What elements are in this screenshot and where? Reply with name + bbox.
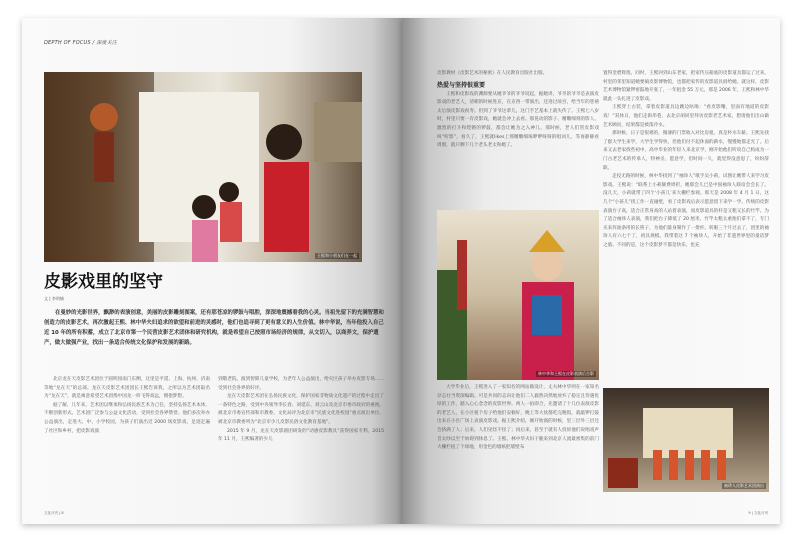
paragraph: 置得金碧辉煌。同时，王熙回到山东老家，把家传压箱底的皮影道具都运了过来。村里的邻里知道她要搞皮影博物馆，也都把家传的皮影道具捐给她。就这样，皮影艺术博物馆紧锣密鼓地开张了，一年租金 55 万元，那是 2006 年，王熙和林中华就此一头扎进了皮影戏。 (603, 71, 769, 102)
shadow-puppet-photo (44, 72, 362, 262)
paragraph: 那时候，日子是很难的，微薄的门票收入对比房租，真是杯水车薪。王熙先找了群大学生来学，大学生学得快，但他们付不起休面的薪水，慢慢地都走光了。后来又去老家找些初中、高中毕业的年轻人来北京学，刚开始他们听说自己构成为一门古老艺术的传承人，特神圣，愿意学，但时间一久，就觉得没意思了，纷纷辞职。 (603, 131, 769, 171)
paragraph: 走投无路的时候，林中华找到了“袖珍人”歌手吴小莉，试图让她带人来学习皮影戏。王熙说：“联系上小莉颇费周折，她那会儿已是中国袖珍人联谊会会长了。没几天，小莉就带了四个‘小孩儿’来大栅栏参观。那天是 2008 年 4 月 1 日，这几个“小孩儿”找工作一直碰壁，看了皮影戏后表示愿意留下来学一学。传统的皮影表演台子高，适合正常身高的人站着表演，而皮影道具的杆是又粗又长的竹竿。为了适合袖珍人表演，我们把台子降低了 20 厘米，竹竿太粗太重他们拿不了，专门买来炸油条用的长筷子，为他们量身制作了一批杆。转眼三个月过去了，团里的袖珍人有六七个了，初具规模。我带着这 7 个袖珍人，开始了非遗世界里的童话梦之旅。不同的是，这个皮影梦不都是快乐，也充 (603, 174, 769, 248)
paragraph: 皮影教材《皮影艺术的秘密》在人民教育出版社出版。 (437, 71, 548, 76)
troupe-photo (603, 388, 769, 492)
paragraph: 王熙穿上古装，拿着皮影道具边跳边吆喝：“看皮影嘞，里面有地道的皮影戏！”双休日，他们走街串巷，去北京胡同里拜访皮影老艺术家，想请他们出山做艺术顾问，结果都是被泼冷水。 (603, 105, 769, 128)
left-column-2 (218, 376, 384, 445)
photo-scene (44, 72, 362, 262)
right-column-1-top (437, 70, 599, 151)
paragraph: 北京龙在天皮影艺术团位于圆明园南门东侧，这里是平遥、上海、杭州、济南等地“龙在天”的总部。龙在天皮影艺术团团长王熙告诉我，之所以为艺术团取名为“龙在天”，就是寓意希望艺术团像中国龙一样飞得高远，拥抱梦想。 (44, 377, 210, 400)
paragraph: 据了解，几年来，艺术团以继承和弘扬民族艺术为己任，坚持弘扬艺术本体，不断创新形式。艺术团广泛参与公益文化活动，受到社会各界赞誉。他们多次举办公益演出，走进大、中、小学校园，为孩子们演出近 2000 场皮影戏，足迹走遍了社区和乡村，把皮影戏演 (44, 402, 210, 434)
photo-scene (437, 210, 599, 380)
photo-caption: 袖珍人皮影艺术团演出 (724, 483, 764, 488)
section-header: DEPTH OF FOCUS / 深度关注 (44, 40, 118, 46)
left-column-1 (44, 376, 210, 436)
page-folio: 9 | 文化月刊 (748, 511, 768, 515)
photo-caption: 王熙和小朋友们在一起 (317, 253, 357, 258)
right-column-1-bottom (437, 384, 599, 453)
right-page (402, 18, 780, 524)
lead-paragraph: 在曼妙的光影世界，飘渺的表演创意，美丽的皮影雕刻图案，还有那苍凉的锣鼓与唱腔，深深地震撼着我的心灵。当祖先留下的充满智慧和创造力的皮影艺术，再次激起王熙、林中华夫妇追求的欲望和前进的灵感时，他们也追寻到了更有意义的人生价值。林中华说，当年他投入自己近 10 年的所有积蓄，成立了北京市第一个民营皮影艺术团体和研究机构，就是希望自己按照市场经济的规律，从文切入，以商养文，保护遗产，做大做强产业，找出一条适合传统文化保护和发展的新路。 (44, 310, 384, 346)
page-folio: 文化月刊 | 8 (44, 511, 64, 515)
paragraph: 到敬老院，演到智障儿童学校，为老年人公益演出，给灾区孩子举办皮影专场……受到社会各界的好评。 (218, 377, 384, 391)
left-page (22, 18, 402, 524)
paragraph: 2015 年 9 月，龙在天皮影剧团研发的“动感皮影教具”获得国家专利。2015 年 11 月，王熙编著的少儿 (218, 428, 384, 443)
paragraph: 大学毕业后，王熙进入了一家知名的网站做设计，丈夫林中华则在一家知名杂志社当资深编辑。可是共同的志向让他们二人毅然决然地放弃了稳定且待遇优厚的工作，踏入心心念念的皮影世界。两人一拍即合，先邀请了十几位表演皮影的老艺人，在小区租个房子给他们安顿好，晚上等大伙都吃完晚饭，就敲锣打鼓出来在小区广场上表演皮影戏。据王熙介绍，刚开始演的时候，里三层外三层还会挤满了人；后来，人们见怪不怪了；再后来，甚至于就有人投诉他们说唱戏声音太吵以至于妨碍到休息了。王熙、林中华夫妇干脆来到北京人流最密集的前门大栅栏租了个场地，用金色的墙纸把墙壁布 (437, 385, 599, 451)
paragraph: 龙在天皮影艺术团在弘扬民族文化，保护国家非物质文化遗产的过程中走出了一条特色之路，受到中央领导李长春、刘延东、刘云山及北京市委市政府的重视。被北京市委宣传部和市教委、文化局评为北京市“民族文化进校园”重点演出单位，被北京市教委列为“北京市少儿皮影民俗文化教育基地”。 (218, 394, 384, 425)
byline: 文 | 李明楠 (44, 296, 64, 301)
article-title: 皮影戏里的坚守 (44, 272, 163, 292)
right-column-2 (603, 70, 769, 250)
photo-scene (603, 388, 769, 492)
paragraph: 王熙和皮影戏的渊源要从她爷爷的爷爷说起，据她讲，爷爷的爷爷是表演皮影戏的老艺人，清朝的时候进京，在京西一带演出，还进过故宫，给当年的慈禧太后演皮影戏祝寿。但到了爷爷这辈儿，这门手艺基本上就失传了。王熙七八岁时，村里只要一有皮影戏，她就会冲上去看。那晃动的影子、精雕细刻的影人、激烈的打斗和铿锵的锣鼓，都会让她为之入神儿。那时候，老人们管皮影戏叫“听影”，看久了，王熙就likes上那精雕细琢咿咿呀呀的唱词儿，等再静静看周围，就只剩下几个老头老太和她了。 (437, 91, 599, 149)
subheading: 热爱与坚持很重要 (437, 81, 486, 89)
performer-photo (437, 210, 599, 380)
photo-caption: 林中华和王熙在皮影表演后合影 (538, 371, 594, 376)
